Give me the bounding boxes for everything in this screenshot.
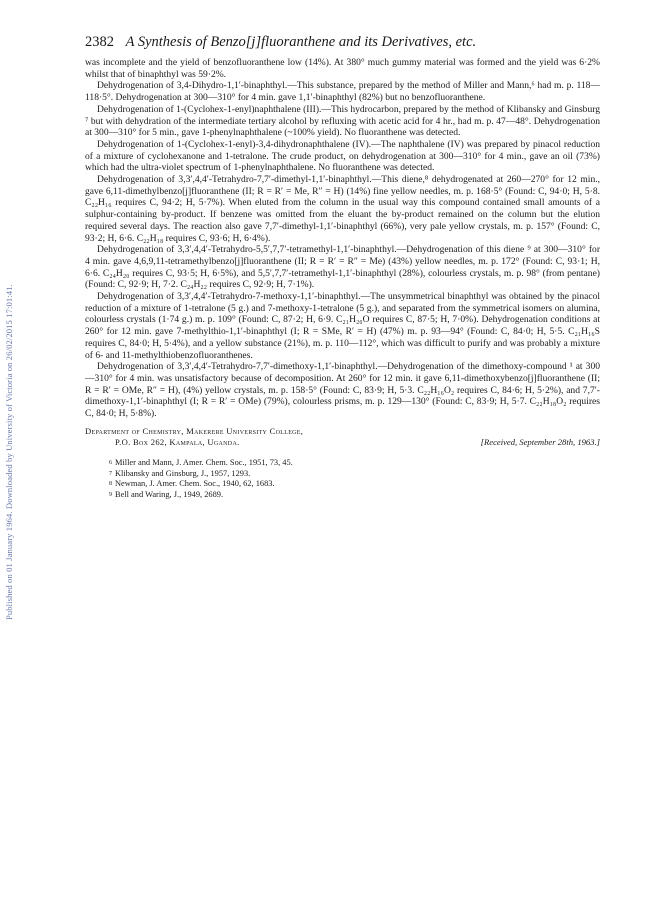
- reference-number: 6: [109, 459, 112, 466]
- department-line: Department of Chemistry, Makerere University College,: [85, 425, 304, 436]
- article-page: [85, 34, 600, 501]
- download-watermark-text: Published on 01 January 1964. Downloaded by University of Victoria on 26/02/2015 17:01:41.: [4, 284, 14, 620]
- reference-item: [109, 458, 600, 469]
- reference-text: Bell and Waring, J., 1949, 2689.: [115, 490, 224, 500]
- reference-text: Newman, J. Amer. Chem. Soc., 1940, 62, 1683.: [115, 479, 275, 489]
- references-list: [85, 458, 600, 501]
- running-title: A Synthesis of Benzo[j]fluoranthene and its Derivatives, etc.: [125, 34, 477, 50]
- received-date: [Received, September 28th, 1963.]: [480, 436, 600, 447]
- article-body: [85, 57, 600, 420]
- address-line: P.O. Box 262, Kampala, Uganda.: [115, 436, 240, 447]
- page-number: 2382: [85, 34, 114, 50]
- paragraph: Dehydrogenation of 3,3′,4,4′-Tetrahydro-7,7′-dimethoxy-1,1′-binaphthyl.—Dehydrogenation of the dimethoxy-compound ¹ at 300—310° for 4 min. was unsatisfactory because of decomposition. At 260° for 12 min. it gave 6,11-dimethoxybenzo[j]fluoranthene (II; R = R′ = OMe, R″ = H), (4%) yellow crystals, m. p. 158·5° (Found: C, 83·9; H, 5·3. C₂₂H₁₆O₂ requires C, 84·6; H, 5·2%), and 7,7′-dimethoxy-1,1′-binaphthyl (I; R = R′ = OMe) (79%), colourless prisms, m. p. 129—130° (Found: C, 83·9; H, 5·7. C₂₂H₁₈O₂ requires C, 84·0; H, 5·8%).: [85, 361, 600, 420]
- paragraph: was incomplete and the yield of benzofluoranthene low (14%). At 380° much gummy material was formed and the yield was 6·2% whilst that of binaphthyl was 59·2%.: [85, 57, 600, 80]
- reference-item: [109, 479, 600, 490]
- paragraph: Dehydrogenation of 1-(Cyclohex-1-enyl)naphthalene (III).—This hydrocarbon, prepared by the method of Klibansky and Ginsburg ⁷ but with dehydration of the intermediate tertiary alcohol by refluxing with acetic acid for 4 hr., had m. p. 47—48°. Dehydrogenation at 300—310° for 5 min., gave 1-phenylnaphthalene (~100% yield). No fluoranthene was detected.: [85, 103, 600, 139]
- download-watermark: [4, 150, 20, 630]
- reference-number: 9: [109, 492, 112, 499]
- reference-item: [109, 490, 600, 501]
- running-header: [85, 34, 600, 51]
- paragraph: Dehydrogenation of 3,3′,4,4′-Tetrahydro-7,7′-dimethyl-1,1′-binaphthyl.—This diene,⁸ dehydrogenated at 260—270° for 12 min., gave 6,11-dimethylbenzo[j]fluoranthene (II; R = R′ = Me, R″ = H) (14%) fine yellow needles, m. p. 168·5° (Found: C, 94·0; H, 5·8. C₂₂H₁₆ requires C, 94·2; H, 5·7%). When eluted from the column in the usual way this compound contained small amounts of a sulphur-containing by-product. If benzene was omitted from the eluant the by-product remained on the column but the elution required several days. The reaction also gave 7,7′-dimethyl-1,1′-binaphthyl (66%), very pale yellow crystals, m. p. 157° (Found: C, 93·2; H, 6·6. C₂₂H₁₈ requires C, 93·6; H, 6·4%).: [85, 174, 600, 244]
- reference-number: 7: [109, 470, 112, 477]
- reference-item: [109, 469, 600, 480]
- paragraph: Dehydrogenation of 3,3′,4,4′-Tetrahydro-5,5′,7,7′-tetramethyl-1,1′-binaphthyl.—Dehydrogenation of this diene ⁹ at 300—310° for 4 min. gave 4,6,9,11-tetramethylbenzo[j]fluoranthene (II; R = R′ = R″ = Me) (43%) yellow needles, m. p. 172° (Found: C, 93·1; H, 6·6. C₂₄H₂₀ requires C, 93·5; H, 6·5%), and 5,5′,7,7′-tetramethyl-1,1′-binaphthyl (28%), colourless crystals, m. p. 98° (from pentane) (Found: C, 92·9; H, 7·2. C₂₄H₂₂ requires C, 92·9; H, 7·1%).: [85, 244, 600, 291]
- paragraph: Dehydrogenation of 1-(Cyclohex-1-enyl)-3,4-dihydronaphthalene (IV).—The naphthalene (IV) was prepared by pinacol reduction of a mixture of cyclohexanone and 1-tetralone. The crude product, on dehydrogenation at 300—310° for 4 min., gave an oil (73%) which had the ultra-violet spectrum of 1-phenylnaphthalene. No fluoranthene was detected.: [85, 138, 600, 174]
- reference-text: Klibansky and Ginsburg, J., 1957, 1293.: [115, 468, 251, 478]
- reference-text: Miller and Mann, J. Amer. Chem. Soc., 1951, 73, 45.: [115, 457, 293, 467]
- paragraph: Dehydrogenation of 3,3′,4,4′-Tetrahydro-7-methoxy-1,1′-binaphthyl.—The unsymmetrical binaphthyl was obtained by the pinacol reduction of a mixture of 1-tetralone (5 g.) and 7-methoxy-1-tetralone (5 g.), and separated from the symmetrical isomers on alumina, colourless crystals (1·74 g.) m. p. 109° (Found: C, 87·2; H, 6·9. C₂₁H₂₀O requires C, 87·5; H, 7·0%). Dehydrogenation conditions at 260° for 12 min. gave 7-methylthio-1,1′-binaphthyl (I; R = SMe, R′ = H) (47%) m. p. 93—94° (Found: C, 84·0; H, 5·5. C₂₁H₁₆S requires C, 84·0; H, 5·4%), and a yellow substance (21%), m. p. 110—112°, which was difficult to purify and was probably a mixture of 6- and 11-methylthiobenzofluoranthenes.: [85, 291, 600, 361]
- reference-number: 8: [109, 481, 112, 488]
- affiliation-block: [85, 426, 600, 448]
- paragraph: Dehydrogenation of 3,4-Dihydro-1,1′-binaphthyl.—This substance, prepared by the method of Miller and Mann,⁶ had m. p. 118—118·5°. Dehydrogenation at 300—310° for 4 min. gave 1,1′-binaphthyl (82%) but no benzofluoranthene.: [85, 80, 600, 104]
